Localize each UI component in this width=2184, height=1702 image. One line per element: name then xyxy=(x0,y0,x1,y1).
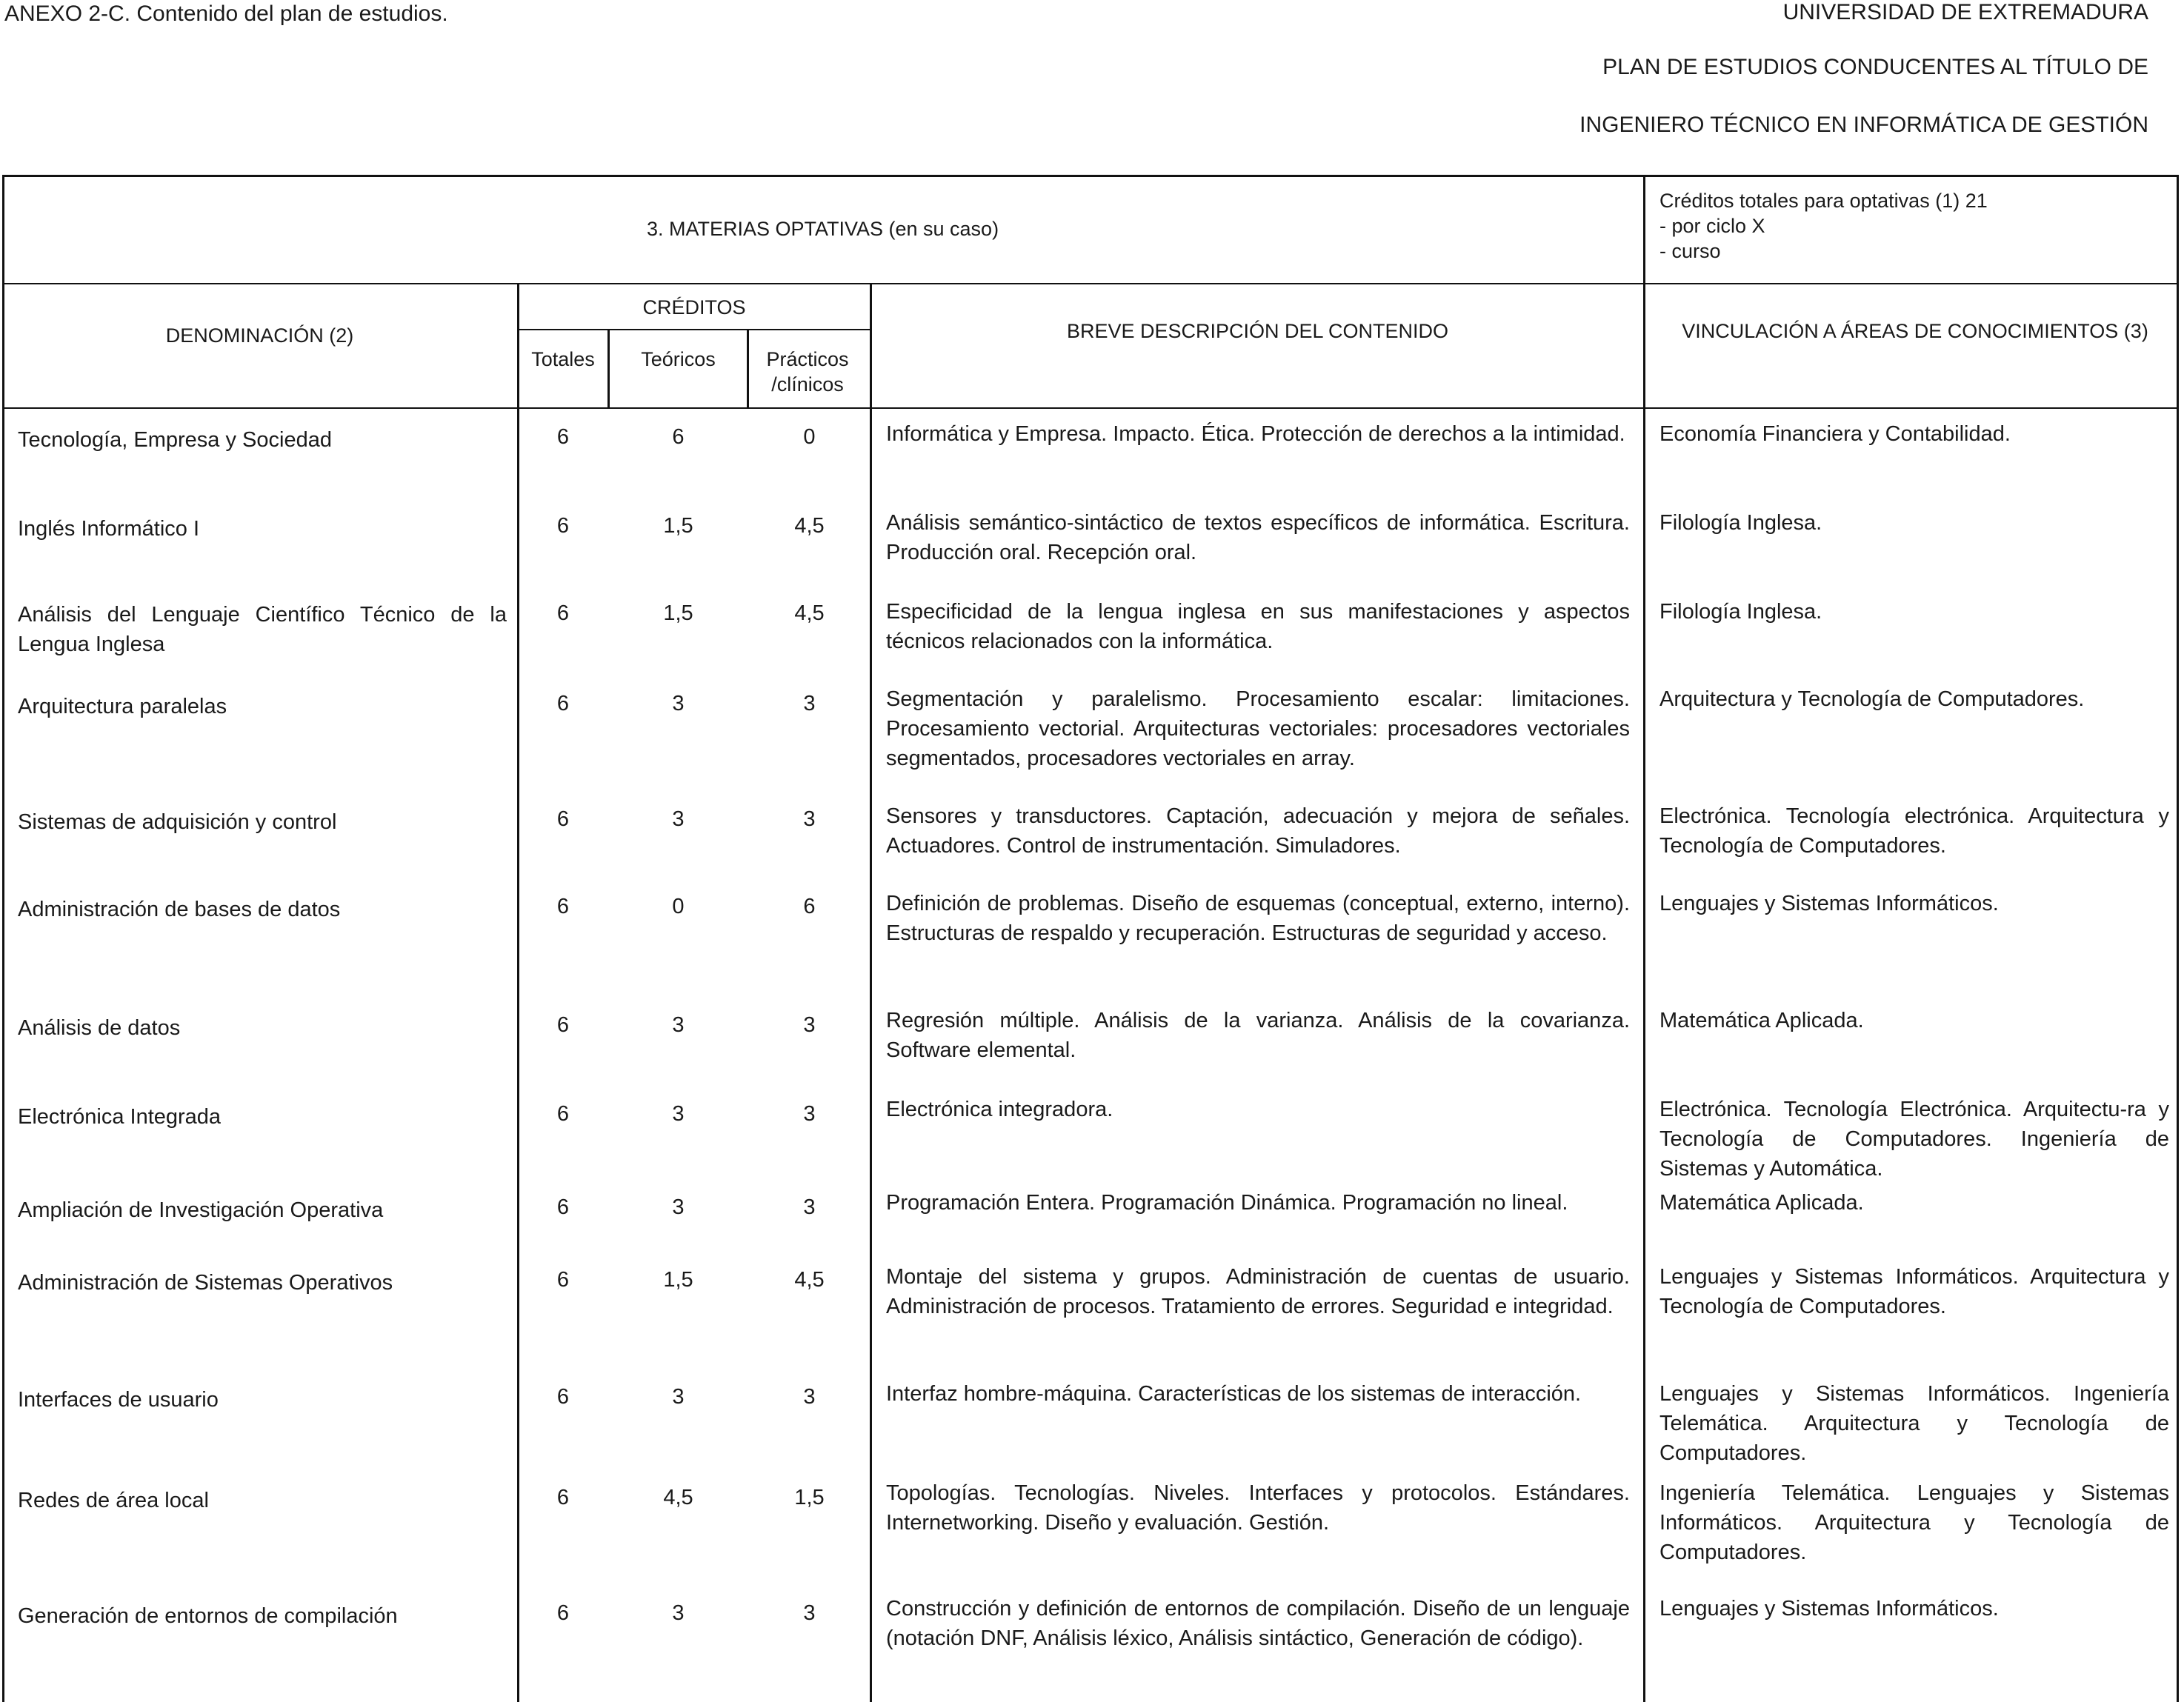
subject-name: Generación de entornos de compilación xyxy=(18,1604,398,1628)
credits-theory: 3 xyxy=(672,1601,685,1625)
credits-practice: 0 xyxy=(803,425,816,449)
knowledge-area: Lenguajes y Sistemas Informáticos. xyxy=(1659,1597,1999,1621)
subject-name: Administración de Sistemas Operativos xyxy=(18,1271,393,1295)
knowledge-area: Lenguajes y Sistemas Informáticos. xyxy=(1659,892,1999,915)
knowledge-area: Electrónica. Tecnología electrónica. Arquitectura y Tecnología de Computadores. xyxy=(1659,804,2169,858)
credits-practice: 3 xyxy=(803,1601,816,1625)
subject-name: Redes de área local xyxy=(18,1489,209,1512)
section-divider xyxy=(2,283,2179,284)
credits-practice: 3 xyxy=(803,1195,816,1219)
credits-theory: 3 xyxy=(672,1013,685,1037)
content-description: Interfaz hombre-máquina. Características de los sistemas de interacción. xyxy=(886,1382,1582,1406)
knowledge-area: Electrónica. Tecnología Electrónica. Arquitectu-ra y Tecnología de Computadores. Ingeniería de Sistemas y Automática. xyxy=(1659,1098,2169,1181)
col-header-creditos: CRÉDITOS xyxy=(642,296,746,318)
credits-total: 6 xyxy=(556,1102,570,1126)
credits-total: 6 xyxy=(556,1601,570,1625)
credits-practice: 4,5 xyxy=(794,601,825,625)
credits-total: 6 xyxy=(556,514,570,538)
credits-total: 6 xyxy=(556,601,570,625)
credits-practice: 3 xyxy=(803,1013,816,1037)
subject-name: Tecnología, Empresa y Sociedad xyxy=(18,428,332,452)
subject-name: Administración de bases de datos xyxy=(18,898,341,921)
credits-theory: 6 xyxy=(672,425,685,449)
credits-per-cycle: - por ciclo X xyxy=(1659,215,1765,237)
knowledge-area: Lenguajes y Sistemas Informáticos. Ingeniería Telemática. Arquitectura y Tecnología de Computadores. xyxy=(1659,1382,2169,1465)
content-description: Sensores y transductores. Captación, adecuación y mejora de señales. Actuadores. Control de instrumentación. Simuladores. xyxy=(886,804,1630,858)
credits-practice: 6 xyxy=(803,895,816,918)
credits-per-course: - curso xyxy=(1659,240,1721,262)
credits-practice: 3 xyxy=(803,1102,816,1126)
credits-total: 6 xyxy=(556,692,570,715)
content-description: Topologías. Tecnologías. Niveles. Interfaces y protocolos. Estándares. Internetworking. Diseño y evaluación. Gestión. xyxy=(886,1481,1630,1535)
credits-practice: 4,5 xyxy=(794,1268,825,1292)
knowledge-area: Arquitectura y Tecnología de Computadores. xyxy=(1659,687,2085,711)
subject-name: Electrónica Integrada xyxy=(18,1105,222,1129)
credits-practice: 4,5 xyxy=(794,514,825,538)
credits-total: 6 xyxy=(556,1013,570,1037)
subject-name: Sistemas de adquisición y control xyxy=(18,810,337,834)
header-bottom-divider xyxy=(2,407,2179,409)
credits-theory: 1,5 xyxy=(663,601,693,625)
content-description: Programación Entera. Programación Dinámica. Programación no lineal. xyxy=(886,1191,1568,1215)
credits-total: 6 xyxy=(556,807,570,831)
credits-total: 6 xyxy=(556,1195,570,1219)
content-description: Regresión múltiple. Análisis de la varianza. Análisis de la covarianza. Software elemental. xyxy=(886,1009,1630,1062)
annex-label: ANEXO 2-C. Contenido del plan de estudios. xyxy=(4,1,448,26)
subject-name: Análisis de datos xyxy=(18,1016,181,1040)
col-divider-credits xyxy=(870,283,872,1702)
plan-title-line1: PLAN DE ESTUDIOS CONDUCENTES AL TÍTULO DE xyxy=(1602,55,2148,79)
credits-subheader-divider xyxy=(519,329,871,330)
knowledge-area: Filología Inglesa. xyxy=(1659,600,1822,624)
credits-total: 6 xyxy=(556,895,570,918)
credits-total: 6 xyxy=(556,1486,570,1509)
credits-theory: 4,5 xyxy=(663,1486,693,1509)
credits-theory: 3 xyxy=(672,692,685,715)
content-description: Especificidad de la lengua inglesa en sus manifestaciones y aspectos técnicos relacionados con la informática. xyxy=(886,600,1630,653)
knowledge-area: Matemática Aplicada. xyxy=(1659,1009,1864,1032)
col-divider-areas xyxy=(1643,175,1645,1702)
knowledge-area: Filología Inglesa. xyxy=(1659,511,1822,535)
col-header-teoricos: Teóricos xyxy=(641,348,716,370)
credits-theory: 1,5 xyxy=(663,514,693,538)
col-header-practicos: Prácticos /clínicos xyxy=(766,348,849,396)
credits-theory: 1,5 xyxy=(663,1268,693,1292)
plan-title-line2: INGENIERO TÉCNICO EN INFORMÁTICA DE GESTIÓN xyxy=(1579,113,2148,137)
content-description: Construcción y definición de entornos de compilación. Diseño de un lenguaje (notación DNF, Análisis léxico, Análisis sintáctico, Generación de código). xyxy=(886,1597,1630,1650)
knowledge-area: Matemática Aplicada. xyxy=(1659,1191,1864,1215)
credits-practice: 3 xyxy=(803,807,816,831)
subject-name: Interfaces de usuario xyxy=(18,1388,219,1412)
col-header-vinculacion: VINCULACIÓN A ÁREAS DE CONOCIMIENTOS (3) xyxy=(1682,320,2148,342)
col-divider-teoricos-head xyxy=(747,329,749,407)
content-description: Definición de problemas. Diseño de esquemas (conceptual, externo, interno). Estructuras de respaldo y recuperación. Estructuras de seguridad y acceso. xyxy=(886,892,1630,945)
content-description: Electrónica integradora. xyxy=(886,1098,1113,1121)
knowledge-area: Economía Financiera y Contabilidad. xyxy=(1659,422,2011,446)
credits-total: 6 xyxy=(556,1268,570,1292)
credits-theory: 3 xyxy=(672,1195,685,1219)
content-description: Informática y Empresa. Impacto. Ética. Protección de derechos a la intimidad. xyxy=(886,422,1625,446)
credits-practice: 3 xyxy=(803,1385,816,1409)
subject-name: Análisis del Lenguaje Científico Técnico de la Lengua Inglesa xyxy=(18,603,507,656)
content-description: Segmentación y paralelismo. Procesamiento escalar: limitaciones. Procesamiento vectorial. Arquitecturas vectoriales: procesadores vectoriales segmentados, procesadores vectoriales en array. xyxy=(886,687,1630,770)
credits-theory: 0 xyxy=(672,895,685,918)
credits-theory: 3 xyxy=(672,1102,685,1126)
university-name: UNIVERSIDAD DE EXTREMADURA xyxy=(1782,0,2148,24)
col-header-descripcion: BREVE DESCRIPCIÓN DEL CONTENIDO xyxy=(1066,320,1449,342)
knowledge-area: Lenguajes y Sistemas Informáticos. Arquitectura y Tecnología de Computadores. xyxy=(1659,1265,2169,1318)
credits-practice: 3 xyxy=(803,692,816,715)
credits-theory: 3 xyxy=(672,807,685,831)
credits-total: 6 xyxy=(556,425,570,449)
section-title: 3. MATERIAS OPTATIVAS (en su caso) xyxy=(646,218,999,240)
content-description: Análisis semántico-sintáctico de textos específicos de informática. Escritura. Producción oral. Recepción oral. xyxy=(886,511,1630,564)
subject-name: Inglés Informático I xyxy=(18,517,199,541)
credits-theory: 3 xyxy=(672,1385,685,1409)
credits-practice: 1,5 xyxy=(794,1486,825,1509)
col-header-denominacion: DENOMINACIÓN (2) xyxy=(165,324,354,347)
subject-name: Arquitectura paralelas xyxy=(18,695,227,718)
subject-name: Ampliación de Investigación Operativa xyxy=(18,1198,384,1222)
credits-total-label: Créditos totales para optativas (1) 21 xyxy=(1659,190,1988,212)
col-header-totales: Totales xyxy=(531,348,595,370)
knowledge-area: Ingeniería Telemática. Lenguajes y Sistemas Informáticos. Arquitectura y Tecnología de Computadores. xyxy=(1659,1481,2169,1564)
content-description: Montaje del sistema y grupos. Administración de cuentas de usuario. Administración de procesos. Tratamiento de errores. Seguridad e integridad. xyxy=(886,1265,1630,1318)
credits-total: 6 xyxy=(556,1385,570,1409)
